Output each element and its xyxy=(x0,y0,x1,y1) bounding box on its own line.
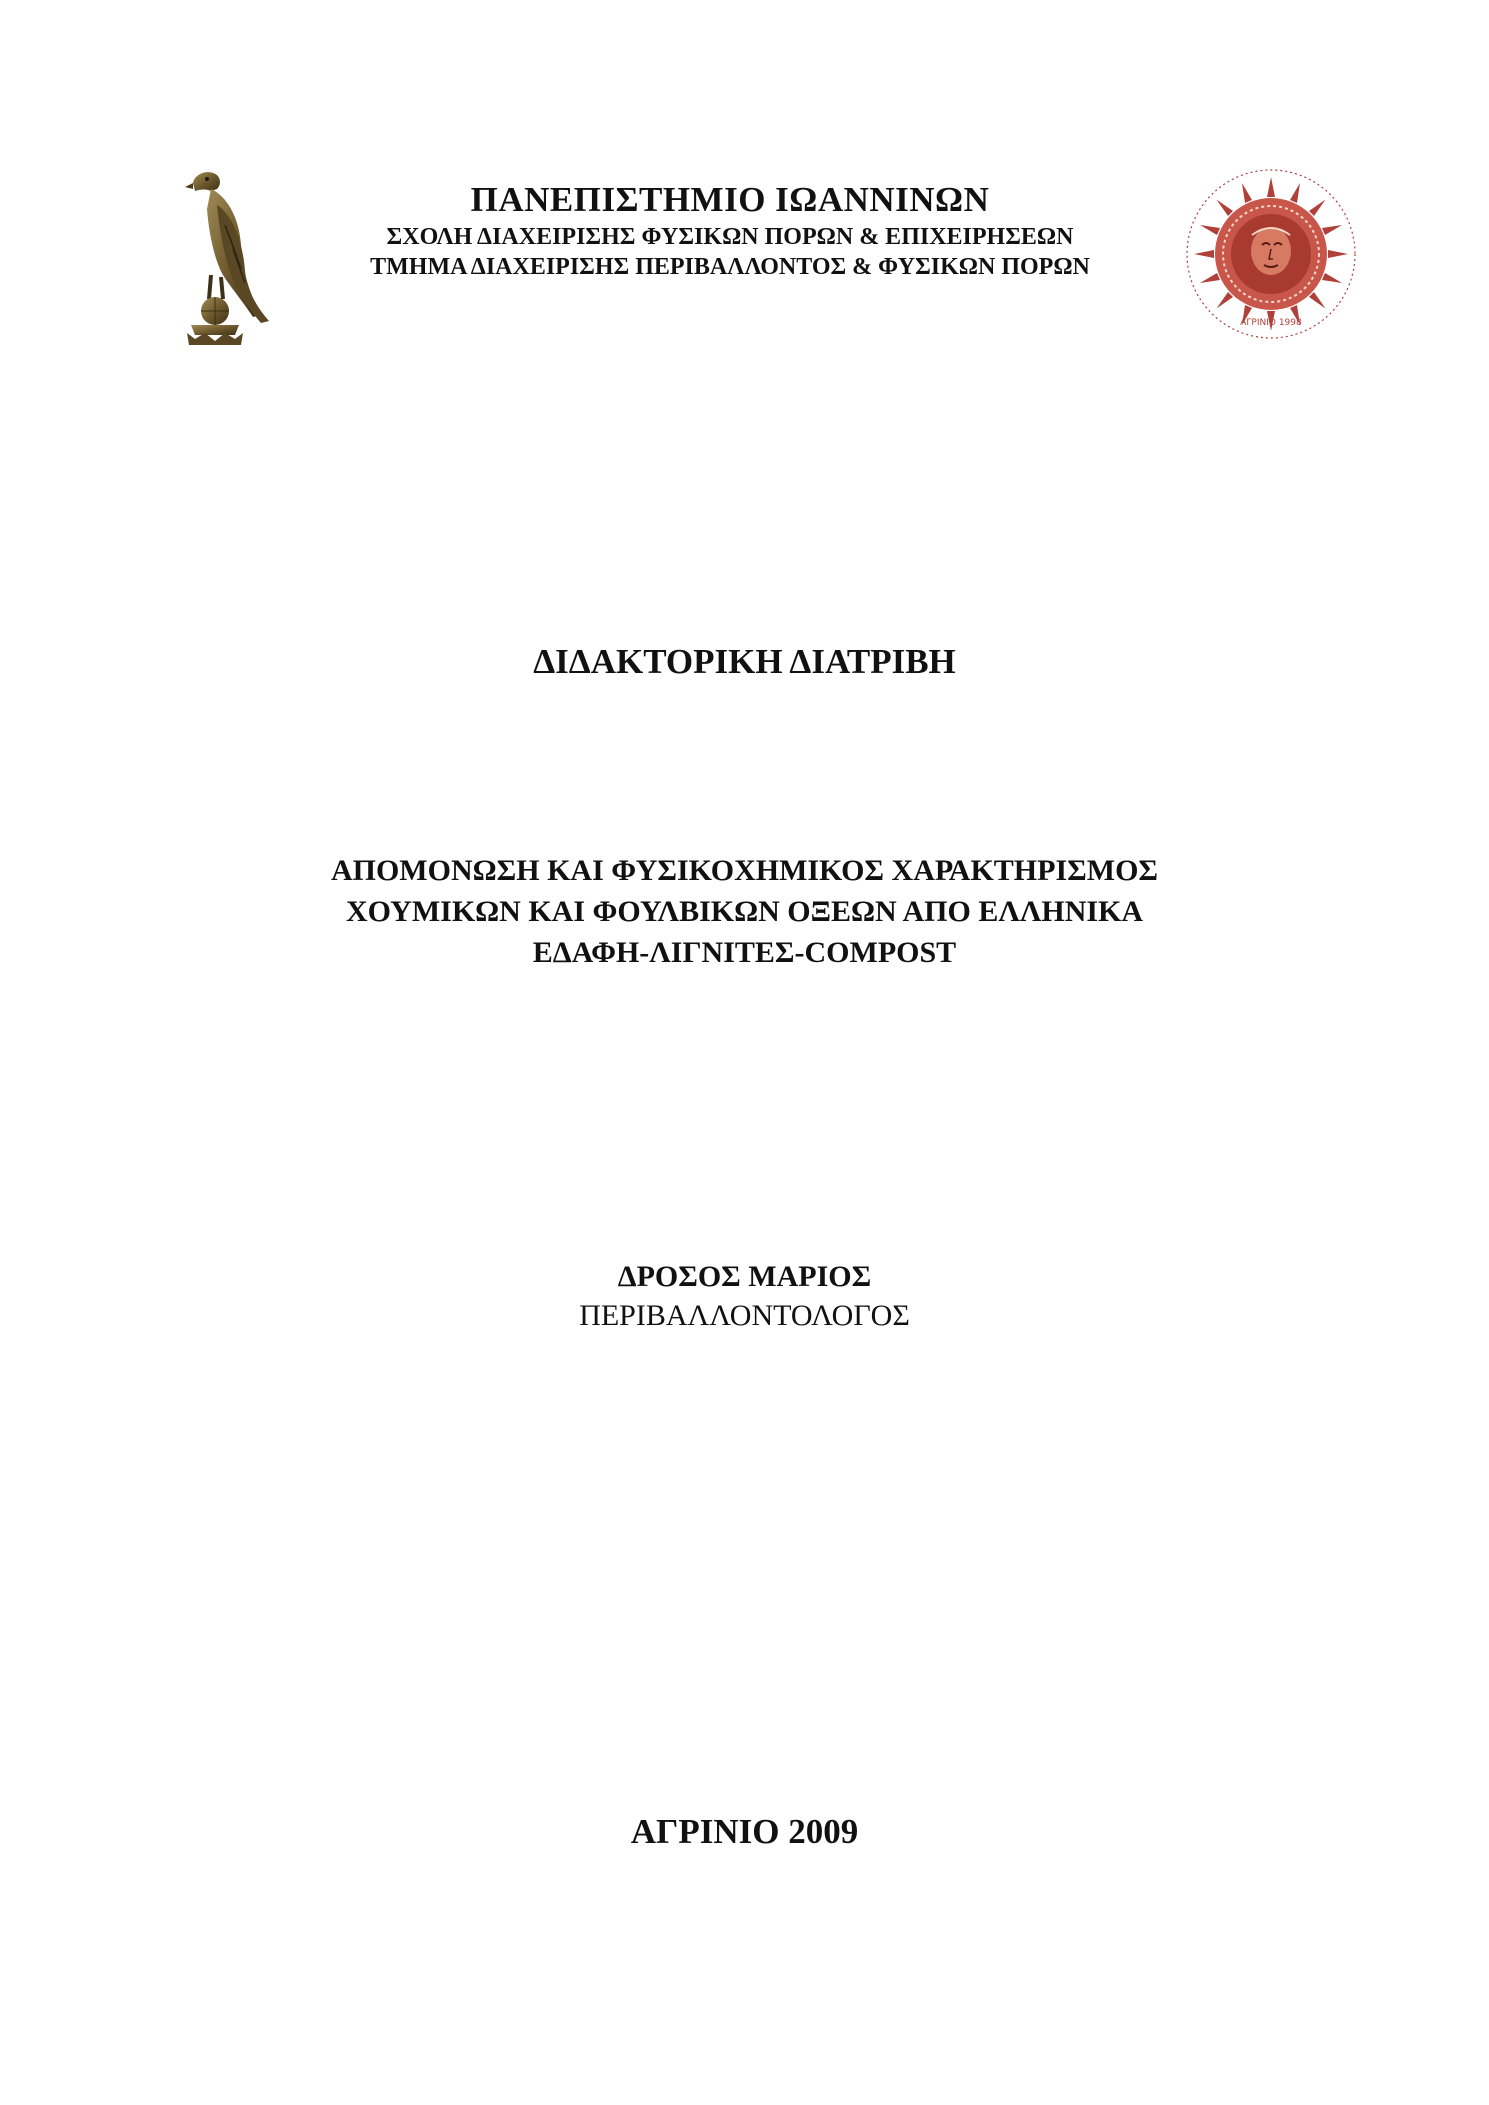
thesis-title-line: ΑΠΟΜΟΝΩΣΗ ΚΑΙ ΦΥΣΙΚΟΧΗΜΙΚΟΣ ΧΑΡΑΚΤΗΡΙΣΜΟΣ xyxy=(330,854,1159,887)
svg-text:ΑΓΡΙΝΙΟ 1998: ΑΓΡΙΝΙΟ 1998 xyxy=(1240,318,1302,328)
school-sun-seal-logo xyxy=(1182,165,1360,343)
document-type: ΔΙΔΑΚΤΟΡΙΚΗ ΔΙΑΤΡΙΒΗ xyxy=(533,642,956,681)
department-name: ΤΜΗΜΑ ΔΙΑΧΕΙΡΙΣΗΣ ΠΕΡΙΒΑΛΛΟΝΤΟΣ & ΦΥΣΙΚΩΝ ΠΟΡΩΝ xyxy=(370,254,1090,280)
author-profession: ΠΕΡΙΒΑΛΛΟΝΤΟΛΟΓΟΣ xyxy=(579,1299,910,1332)
thesis-title-line: ΕΔΑΦΗ-ΛΙΓΝΙΤΕΣ-COMPOST xyxy=(532,936,957,969)
thesis-title xyxy=(0,850,1489,973)
institution-header xyxy=(280,178,1180,282)
place-and-year: ΑΓΡΙΝΙΟ 2009 xyxy=(630,1812,859,1851)
thesis-title-line: ΧΟΥΜΙΚΩΝ ΚΑΙ ΦΟΥΛΒΙΚΩΝ ΟΞΕΩΝ ΑΠΟ ΕΛΛΗΝΙΚΑ xyxy=(345,895,1144,928)
school-name: ΣΧΟΛΗ ΔΙΑΧΕΙΡΙΣΗΣ ΦΥΣΙΚΩΝ ΠΟΡΩΝ & ΕΠΙΧΕΙΡΗΣΕΩΝ xyxy=(386,224,1074,250)
author-name: ΔΡΟΣΟΣ ΜΑΡΙΟΣ xyxy=(617,1260,872,1293)
university-eagle-logo xyxy=(181,165,279,350)
university-name: ΠΑΝΕΠΙΣΤΗΜΙΟ ΙΩΑΝΝΙΝΩΝ xyxy=(470,180,990,219)
